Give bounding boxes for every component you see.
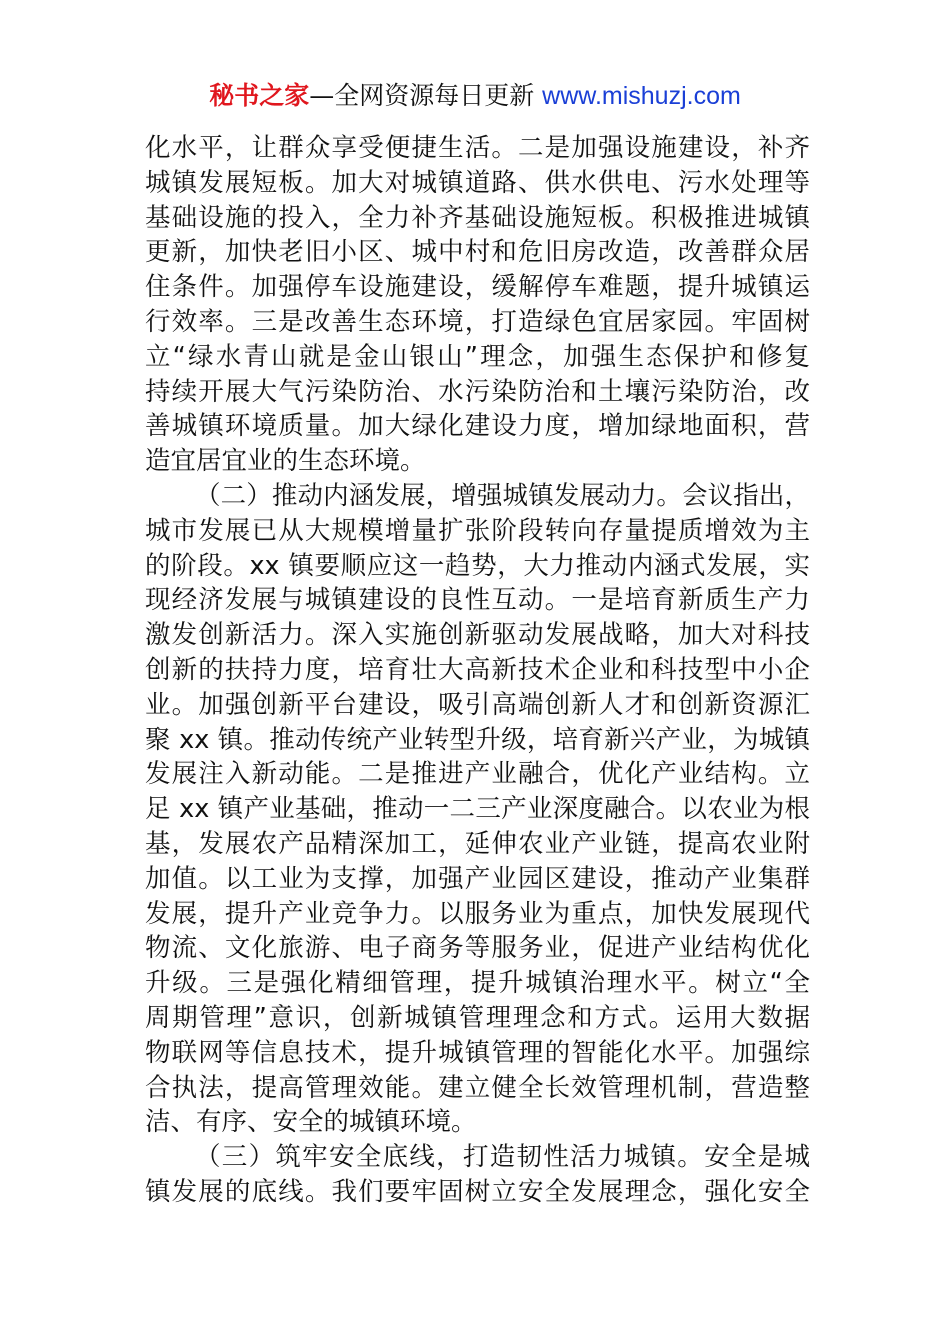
text-line: 合执法，提高管理效能。建立健全长效管理机制，营造整	[145, 1072, 810, 1103]
site-header	[0, 80, 950, 112]
document-body	[145, 131, 810, 1210]
text-line: 物流、文化旅游、电子商务等服务业，促进产业结构优化	[145, 933, 810, 964]
text-line: 洁、有序、安全的城镇环境。	[145, 1107, 477, 1138]
text-line: 现经济发展与城镇建设的良性互动。一是培育新质生产力	[145, 585, 810, 616]
text-line: 镇发展的底线。我们要牢固树立安全发展理念，强化安全	[145, 1176, 810, 1207]
text-line: 住条件。加强停车设施建设，缓解停车难题，提升城镇运	[145, 272, 810, 303]
text-line: 业。加强创新平台建设，吸引高端创新人才和创新资源汇	[145, 689, 810, 720]
text-line: 的阶段。xx 镇要顺应这一趋势，大力推动内涵式发展，实	[145, 550, 810, 581]
text-line: 聚 xx 镇。推动传统产业转型升级，培育新兴产业，为城镇	[145, 724, 810, 755]
text-line: 基，发展农产品精深加工，延伸农业产业链，提高农业附	[145, 828, 810, 859]
text-line: 加值。以工业为支撑，加强产业园区建设，推动产业集群	[145, 863, 810, 894]
text-line: 更新，加快老旧小区、城中村和危旧房改造，改善群众居	[145, 237, 810, 268]
text-line: 周期管理”意识，创新城镇管理理念和方式。运用大数据	[145, 1002, 810, 1033]
header-tagline: —全网资源每日更新	[309, 81, 543, 110]
brand-name: 秘书之家	[209, 81, 310, 110]
text-line: 化水平，让群众享受便捷生活。二是加强设施建设，补齐	[145, 133, 810, 163]
text-line: 行效率。三是改善生态环境，打造绿色宜居家园。牢固树	[145, 306, 810, 337]
text-line: 善城镇环境质量。加大绿化建设力度，增加绿地面积，营	[145, 411, 810, 442]
text-line: 物联网等信息技术，提升城镇管理的智能化水平。加强综	[145, 1037, 810, 1068]
text-line: 发展，提升产业竞争力。以服务业为重点，加快发展现代	[145, 898, 810, 929]
text-line: 发展注入新动能。二是推进产业融合，优化产业结构。立	[145, 759, 810, 790]
text-line: 创新的扶持力度，培育壮大高新技术企业和科技型中小企	[145, 654, 810, 685]
text-line: 激发创新活力。深入实施创新驱动发展战略，加大对科技	[145, 620, 810, 651]
text-line: 基础设施的投入，全力补齐基础设施短板。积极推进城镇	[145, 202, 810, 233]
site-url[interactable]: www.mishuzj.com	[542, 82, 741, 110]
text-line: 城市发展已从大规模增量扩张阶段转向存量提质增效为主	[145, 515, 810, 546]
text-line: 升级。三是强化精细管理，提升城镇治理水平。树立“全	[145, 968, 810, 999]
text-line: 足 xx 镇产业基础，推动一二三产业深度融合。以农业为根	[145, 794, 810, 825]
text-line: 造宜居宜业的生态环境。	[145, 446, 426, 477]
text-line: 持续开展大气污染防治、水污染防治和土壤污染防治，改	[145, 376, 810, 407]
text-line: 城镇发展短板。加大对城镇道路、供水供电、污水处理等	[145, 167, 810, 198]
text-line: 立“绿水青山就是金山银山”理念，加强生态保护和修复	[145, 341, 810, 372]
section-heading-line: （二）推动内涵发展，增强城镇发展动力。会议指出，	[195, 480, 810, 511]
section-heading-line: （三）筑牢安全底线，打造韧性活力城镇。安全是城	[195, 1142, 810, 1173]
